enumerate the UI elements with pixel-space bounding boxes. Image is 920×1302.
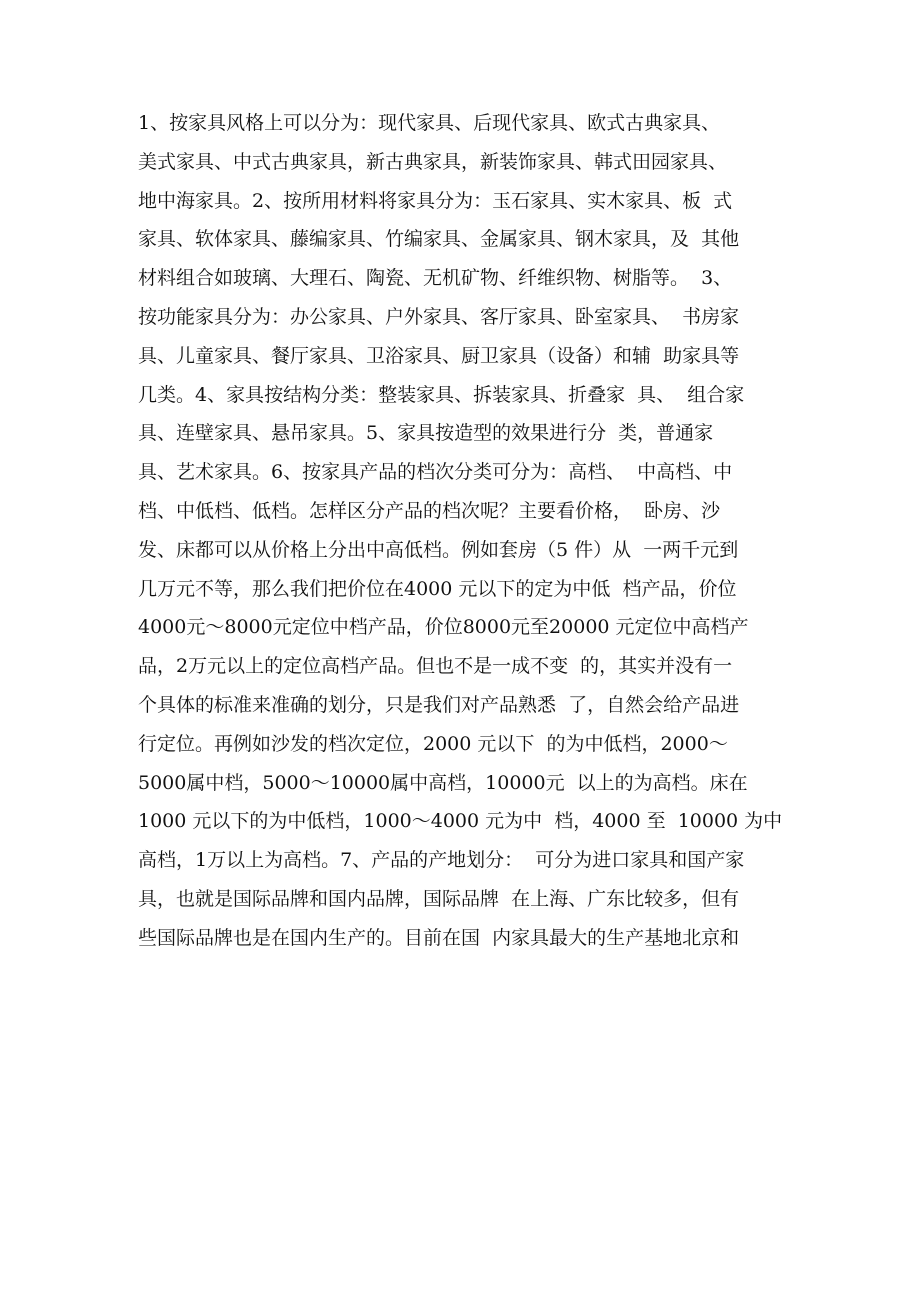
text-line: 地中海家具。2、按所用材料将家具分为：玉石家具、实木家具、板 式	[138, 189, 733, 212]
text-line: 档、中低档、低档。怎样区分产品的档次呢？主要看价格， 卧房、沙	[138, 499, 721, 522]
text-line: 具、艺术家具。6、按家具产品的档次分类可分为：高档、 中高档、中	[138, 461, 733, 484]
text-line: 具，也就是国际品牌和国内品牌，国际品牌 在上海、广东比较多，但有	[138, 887, 740, 910]
text-line: 美式家具、中式古典家具，新古典家具，新装饰家具、韩式田园家具、	[138, 150, 728, 173]
text-line: 几万元不等，那么我们把价位在4000 元以下的定为中低 档产品，价位	[138, 577, 737, 600]
text-line: 具、儿童家具、餐厅家具、卫浴家具、厨卫家具（设备）和辅 助家具等	[138, 344, 740, 367]
text-line: 行定位。再例如沙发的档次定位，2000 元以下 的为中低档，2000～	[138, 732, 728, 755]
text-line: 家具、软体家具、藤编家具、竹编家具、金属家具、钢木家具，及 其他	[138, 228, 740, 251]
text-line: 按功能家具分为：办公家具、户外家具、客厅家具、卧室家具、 书房家	[138, 305, 740, 328]
text-line: 1、按家具风格上可以分为：现代家具、后现代家具、欧式古典家具、	[138, 112, 721, 134]
text-line: 几类。4、家具按结构分类：整装家具、拆装家具、折叠家 具、 组合家	[138, 383, 745, 406]
text-line: 高档，1万以上为高档。7、产品的产地划分： 可分为进口家具和国产家	[138, 849, 745, 872]
body-text	[138, 104, 798, 958]
text-line: 具、连壁家具、悬吊家具。5、家具按造型的效果进行分 类，普通家	[138, 422, 714, 445]
text-line: 材料组合如玻璃、大理石、陶瓷、无机矿物、纤维织物、树脂等。 3、	[138, 267, 733, 290]
text-line: 发、床都可以从价格上分出中高低档。例如套房（5 件）从 一两千元到	[138, 538, 739, 561]
text-line: 些国际品牌也是在国内生产的。目前在国 内家具最大的生产基地北京和	[138, 926, 740, 949]
text-line: 5000属中档，5000～10000属中高档，10000元 以上的为高档。床在	[138, 771, 748, 794]
text-line: 品，2万元以上的定位高档产品。但也不是一成不变 的，其实并没有一	[138, 655, 733, 678]
text-line: 1000 元以下的为中低档，1000～4000 元为中 档，4000 至 10000 为中	[138, 810, 783, 833]
text-line: 4000元～8000元定位中档产品，价位8000元至20000 元定位中高档产	[138, 616, 749, 639]
text-line: 个具体的标准来准确的划分，只是我们对产品熟悉 了，自然会给产品进	[138, 693, 740, 716]
